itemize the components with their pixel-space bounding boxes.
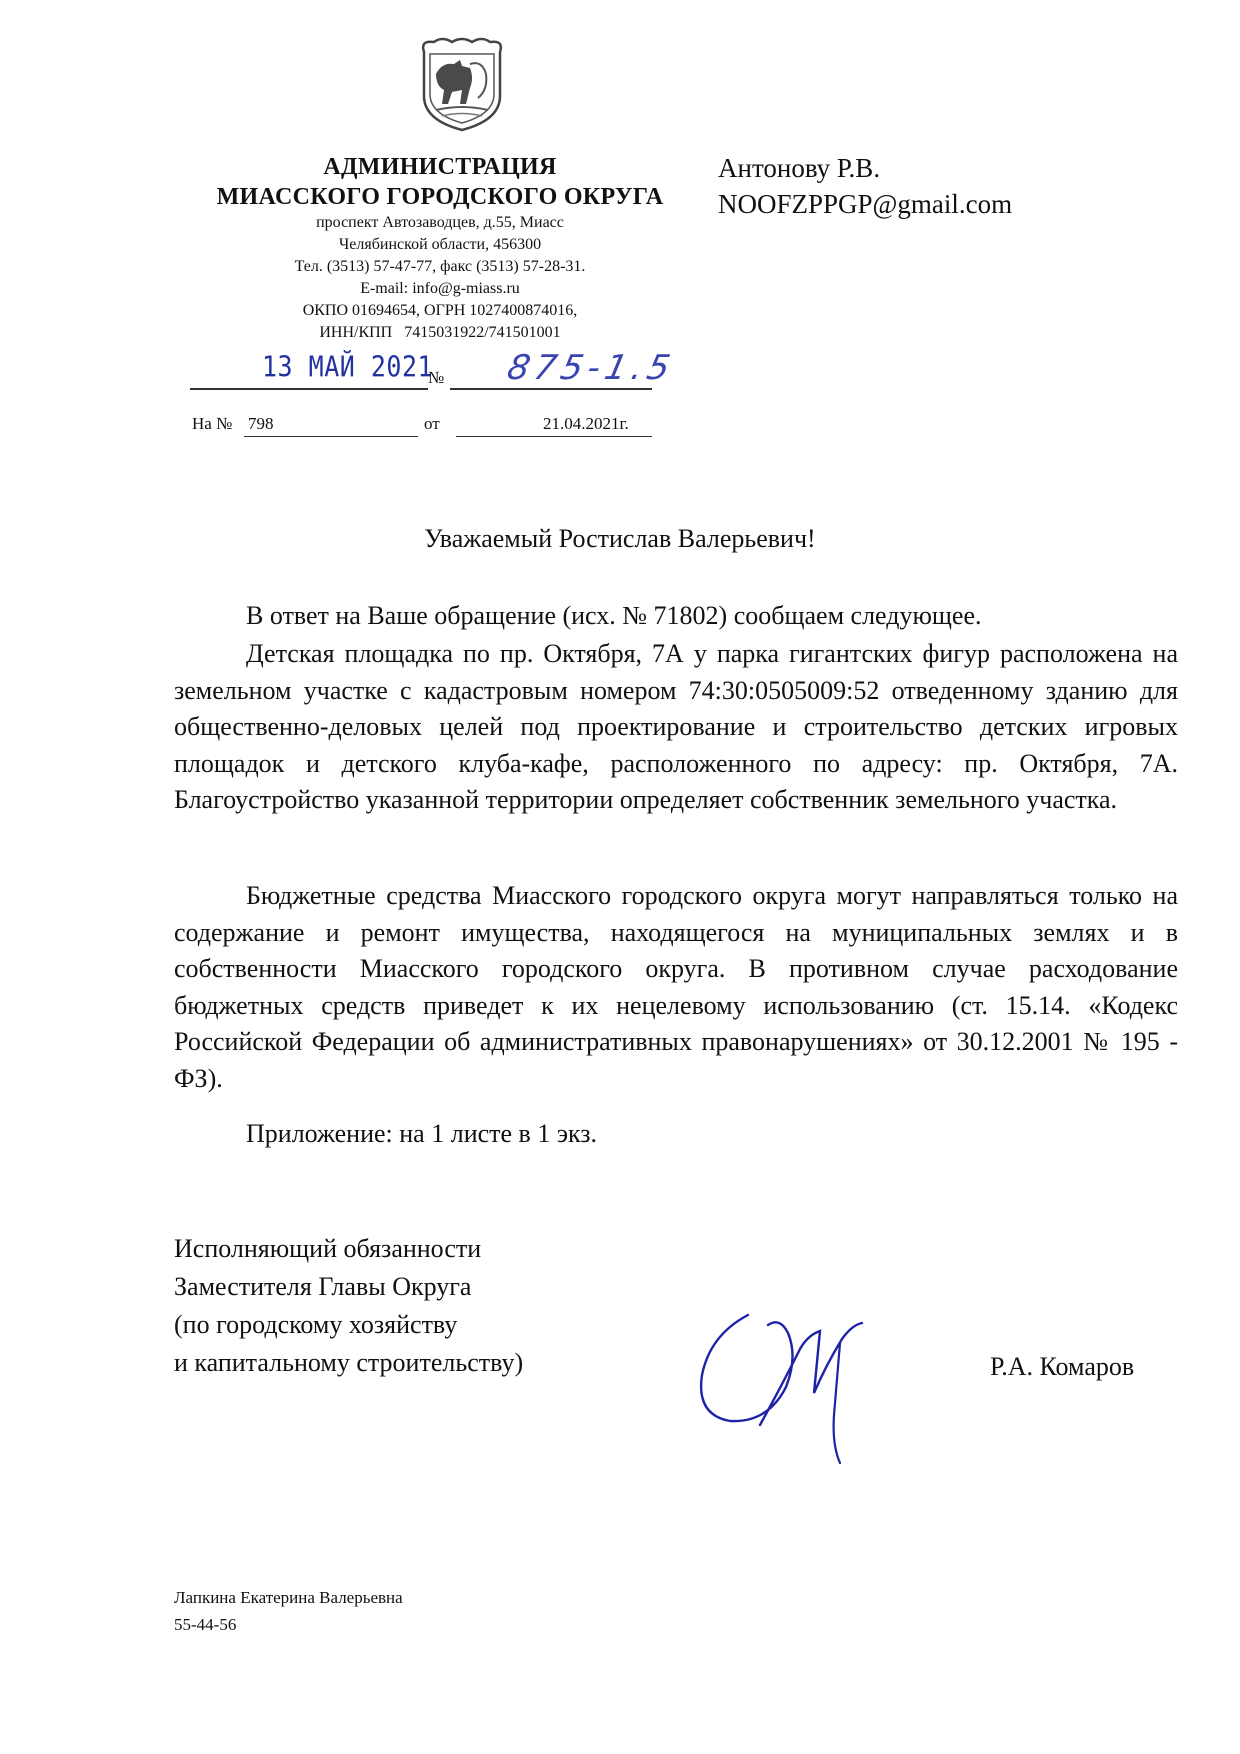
paragraph-text: Приложение: на 1 листе в 1 экз. [246,1119,598,1148]
executor-info [174,1584,403,1638]
registration-number-sign: № [428,368,445,387]
registration-number-handwritten: 875-1.5 [503,348,679,388]
reference-number-underline [244,436,418,437]
position-line-4: и капитальному строительству) [174,1348,524,1377]
org-okpo-ogrn: ОКПО 01694654, ОГРН 1027400874016, [302,302,578,319]
position-line-1: Исполняющий обязанности [174,1234,482,1263]
executor-name: Лапкина Екатерина Валерьевна [174,1588,403,1607]
recipient-block [718,150,1012,222]
position-line-2: Заместителя Главы Округа [174,1272,472,1301]
signatory-position [174,1230,523,1382]
handwritten-signature-icon [690,1295,910,1465]
registration-date-underline [190,388,428,390]
organization-header [170,152,710,344]
reference-from-label: от [424,414,440,433]
recipient-email: NOOFZPPGP@gmail.com [718,189,1013,219]
signer-name: Р.А. Комаров [990,1352,1135,1381]
paragraph-text: Бюджетные средства Миасского городского округа могут направляться только на содержание и ремонт имущества, находящегося на муниципальных землях и в собственности Миасского городского округа. В противном случае расходование бюджетных средств приведет к их нецелевому использованию (ст. 15.14. «Кодекс Российской Федерации об административных правонарушениях» от 30.12.2001 № 195 - ФЗ). [174,881,1178,1093]
org-title-line1: АДМИНИСТРАЦИЯ [323,154,557,180]
reference-prefix: На № [192,414,233,433]
reference-number: 798 [248,414,274,433]
attachment-note [174,1116,1178,1153]
executor-phone: 55-44-56 [174,1615,237,1634]
body-paragraph-3 [174,878,1178,1097]
paragraph-text: В ответ на Ваше обращение (исх. № 71802) сообщаем следующее. [246,601,982,630]
salutation: Уважаемый Ростислав Валерьевич! [424,524,816,553]
position-line-3: (по городскому хозяйству [174,1310,458,1339]
reference-date: 21.04.2021г. [543,414,629,433]
org-email: E-mail: info@g-miass.ru [360,280,520,297]
registration-date-stamp: 13 МАЙ 2021 [262,350,434,384]
recipient-name: Антонову Р.В. [718,153,881,183]
org-address-line2: Челябинской области, 456300 [338,236,542,253]
body-paragraph-2 [174,636,1178,819]
reference-date-underline [456,436,652,437]
org-inn-kpp: ИНН/КПП 7415031922/741501001 [319,324,561,341]
body-paragraph-1 [174,598,1178,635]
paragraph-text: Детская площадка по пр. Октября, 7А у парка гигантских фигур расположена на земельном участке с кадастровым номером 74:30:0505009:52 отведенному зданию для общественно-деловых целей под проектирование и строительство детских игровых площадок и детского клуба-кафе, расположенного по адресу: пр. Октября, 7А. Благоустройство указанной территории определяет собственник земельного участка. [174,639,1178,814]
registration-number-underline [450,388,652,390]
org-address-line1: проспект Автозаводцев, д.55, Миасс [316,214,564,231]
org-title-line2: МИАССКОГО ГОРОДСКОГО ОКРУГА [216,184,664,210]
org-phone: Тел. (3513) 57-47-77, факс (3513) 57-28-31. [294,258,586,275]
coat-of-arms-icon [412,34,512,134]
